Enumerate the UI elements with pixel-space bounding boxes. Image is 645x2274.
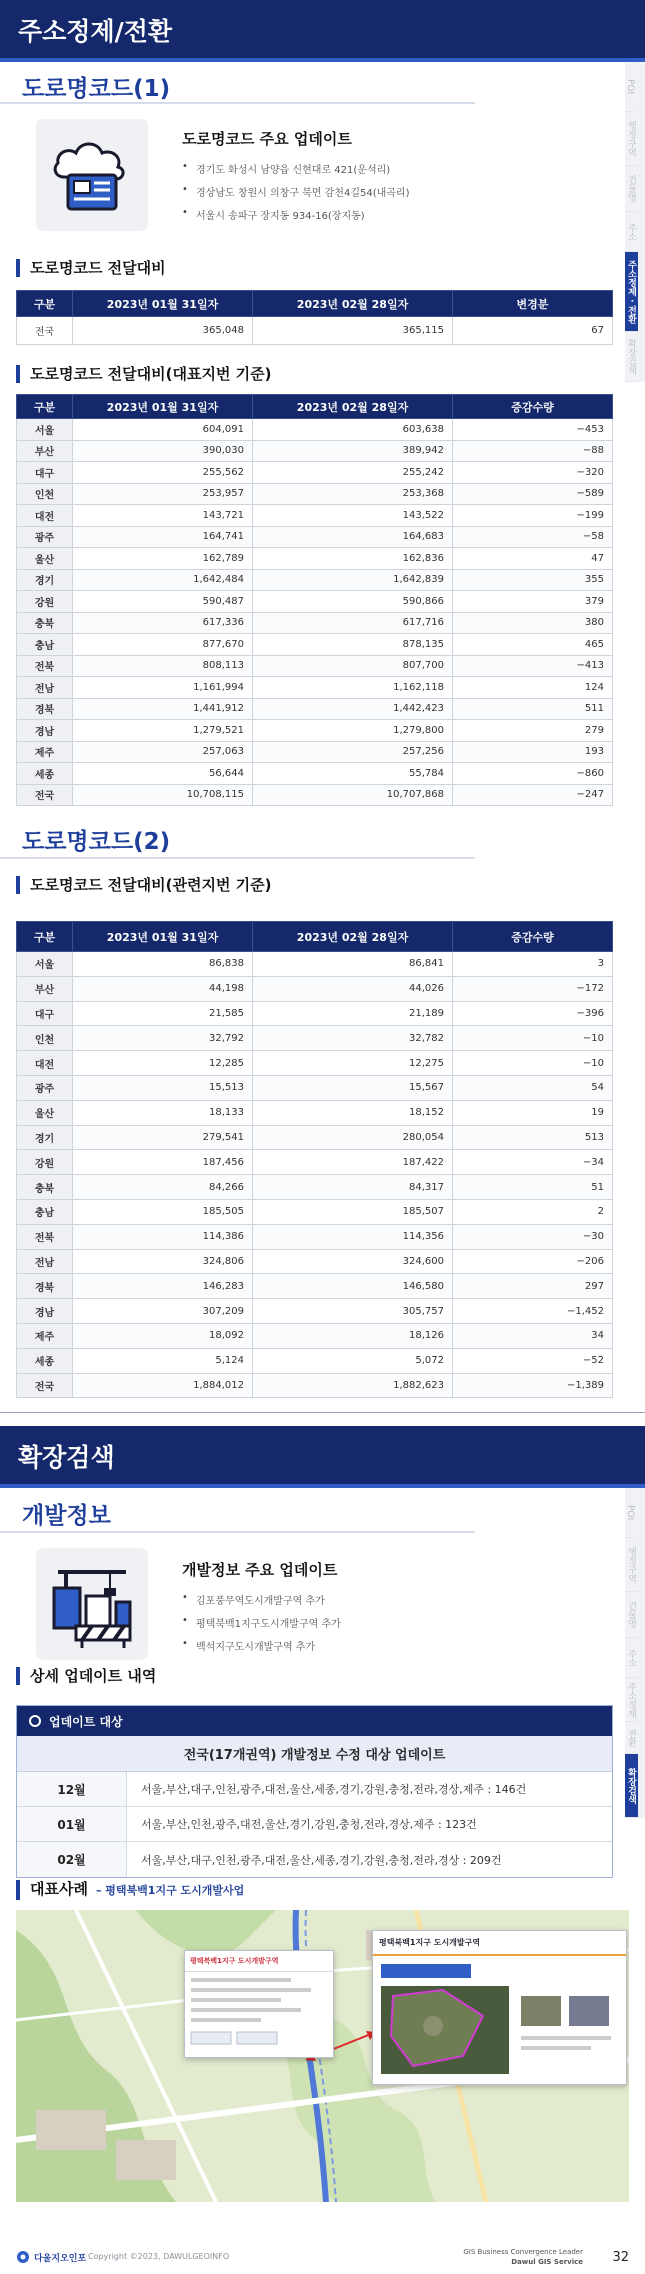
table3-body	[17, 952, 613, 1398]
value-cell: 355	[453, 569, 613, 591]
value-cell: 590,487	[73, 591, 253, 613]
value-cell: 47	[453, 548, 613, 570]
value-cell: 185,505	[73, 1199, 253, 1224]
table2	[16, 394, 613, 806]
value-cell: −453	[453, 419, 613, 441]
value-cell: 280,054	[253, 1125, 453, 1150]
right-nav-building-name[interactable]: 건물명	[625, 166, 638, 212]
value-cell: 2	[453, 1199, 613, 1224]
cloud-document-icon	[36, 119, 148, 231]
chapter-banner-2	[0, 1426, 645, 1484]
table-row	[17, 1772, 612, 1807]
page-divider	[0, 1412, 645, 1413]
value-cell: 34	[453, 1323, 613, 1348]
table-row	[17, 1075, 613, 1100]
value-cell: 51	[453, 1175, 613, 1200]
value-cell: 1,279,521	[73, 720, 253, 742]
region-cell: 강원	[17, 1150, 73, 1175]
table3	[16, 921, 613, 1398]
table-row	[17, 741, 613, 763]
company-logo-icon	[16, 2250, 30, 2264]
value-cell: 84,266	[73, 1175, 253, 1200]
table-row	[17, 952, 613, 977]
table-row	[17, 569, 613, 591]
chapter-title-2: 확장검색	[18, 1443, 115, 1472]
value-cell: 1,441,912	[73, 698, 253, 720]
value-cell: 서울,부산,대구,인천,광주,대전,울산,세종,경기,강원,충청,전라,경상 : 209건	[141, 1853, 502, 1867]
table-row	[17, 462, 613, 484]
region-cell: 경남	[17, 1299, 73, 1324]
table-row	[17, 976, 613, 1001]
value-cell: 32,782	[253, 1026, 453, 1051]
section-title-dev-info: 개발정보	[22, 1503, 111, 1529]
table-row	[17, 1807, 612, 1842]
right-nav-admin-area[interactable]: 행정구역	[625, 112, 638, 166]
value-cell: 1,642,839	[253, 569, 453, 591]
table-header: 2023년 02월 28일자	[253, 922, 453, 952]
value-cell: 164,683	[253, 526, 453, 548]
circle-icon	[29, 1715, 41, 1727]
value-cell: 146,283	[73, 1274, 253, 1299]
region-cell: 대구	[17, 462, 73, 484]
region-cell: 서울	[17, 419, 73, 441]
region-cell: 대전	[17, 1051, 73, 1076]
road-code-update-list	[182, 161, 409, 230]
table-row	[17, 1323, 613, 1348]
value-cell: 10,707,868	[253, 784, 453, 806]
region-cell: 전남	[17, 677, 73, 699]
value-cell: 32,792	[73, 1026, 253, 1051]
list-item: • 김포풍무역도시개발구역 추가	[182, 1592, 341, 1615]
value-cell: 187,422	[253, 1150, 453, 1175]
table-row	[17, 1125, 613, 1150]
table-row	[17, 1026, 613, 1051]
table-header: 2023년 01월 31일자	[73, 395, 253, 419]
region-cell: 전국	[17, 784, 73, 806]
dev-info-update-title: 개발정보 주요 업데이트	[182, 1561, 338, 1579]
value-cell: 18,152	[253, 1100, 453, 1125]
table-row	[17, 1842, 612, 1877]
table-row	[17, 612, 613, 634]
value-cell: 114,386	[73, 1224, 253, 1249]
region-cell: 부산	[17, 440, 73, 462]
value-cell: 15,513	[73, 1075, 253, 1100]
value-cell: 877,670	[73, 634, 253, 656]
table-row	[17, 1051, 613, 1076]
month-cell: 12월	[17, 1772, 127, 1806]
list-item: • 백석지구도시개발구역 추가	[182, 1638, 341, 1661]
right-nav-address[interactable]: 주소	[625, 1638, 638, 1678]
map-popup-detail	[372, 1930, 627, 2085]
value-cell: −247	[453, 784, 613, 806]
table-row	[17, 1348, 613, 1373]
table-header: 변경분	[453, 291, 613, 317]
value-cell: 3	[453, 952, 613, 977]
value-cell: −860	[453, 763, 613, 785]
value-cell: 55,784	[253, 763, 453, 785]
popup-title: 평택북백1지구 도시개발구역	[373, 1931, 626, 1956]
table-row	[17, 1175, 613, 1200]
table-row	[17, 1150, 613, 1175]
list-item: • 경기도 화성시 남양읍 신현대로 421(운석리)	[182, 161, 409, 184]
value-cell: −10	[453, 1026, 613, 1051]
right-nav	[625, 62, 645, 382]
value-cell: 379	[453, 591, 613, 613]
value-cell: 185,507	[253, 1199, 453, 1224]
table-row	[17, 1224, 613, 1249]
value-cell: 18,133	[73, 1100, 253, 1125]
update-target-label: 업데이트 대상	[49, 1714, 123, 1729]
region-cell: 세종	[17, 763, 73, 785]
road-code-update-title: 도로명코드 주요 업데이트	[182, 130, 352, 148]
table-row	[17, 720, 613, 742]
value-cell: 255,242	[253, 462, 453, 484]
value-cell: 187,456	[73, 1150, 253, 1175]
value-cell: 307,209	[73, 1299, 253, 1324]
region-cell: 경남	[17, 720, 73, 742]
table-row	[17, 505, 613, 527]
value-cell: 389,942	[253, 440, 453, 462]
value-cell: −199	[453, 505, 613, 527]
region-cell: 광주	[17, 526, 73, 548]
value-cell: 12,275	[253, 1051, 453, 1076]
table-row	[17, 1373, 613, 1398]
value-cell: 1,279,800	[253, 720, 453, 742]
value-cell: 12,285	[73, 1051, 253, 1076]
table-row	[17, 655, 613, 677]
value-cell: 305,757	[253, 1299, 453, 1324]
list-item: • 평택북백1지구도시개발구역 추가	[182, 1615, 341, 1638]
right-nav-poi[interactable]: POI	[625, 62, 635, 112]
table-row	[17, 591, 613, 613]
dev-info-icon-box	[36, 1548, 148, 1660]
table-row	[17, 677, 613, 699]
table-row	[17, 698, 613, 720]
value-cell: 162,789	[73, 548, 253, 570]
value-cell: 590,866	[253, 591, 453, 613]
right-nav-building-name[interactable]: 건물명	[625, 1592, 638, 1638]
region-cell: 전북	[17, 1224, 73, 1249]
table-header: 2023년 01월 31일자	[73, 922, 253, 952]
right-nav-admin-area[interactable]: 행정구역	[625, 1538, 638, 1592]
value-cell: 465	[453, 634, 613, 656]
page-number: 32	[612, 2250, 629, 2265]
right-nav-extended-search[interactable]: 확장검색	[625, 332, 638, 382]
tagline-line1: GIS Business Convergence Leader	[463, 2248, 583, 2256]
value-cell: −88	[453, 440, 613, 462]
table-row	[17, 1249, 613, 1274]
month-cell: 01월	[17, 1807, 127, 1841]
update-target-header	[17, 1706, 612, 1736]
value-cell: −58	[453, 526, 613, 548]
representative-case-title	[16, 1880, 244, 1900]
value-cell: 808,113	[73, 655, 253, 677]
section-underline	[0, 102, 475, 104]
construction-crane-icon	[36, 1548, 148, 1660]
value-cell: 21,189	[253, 1001, 453, 1026]
region-cell: 인천	[17, 1026, 73, 1051]
section-title-road-code-2: 도로명코드(2)	[22, 829, 171, 855]
value-cell: −589	[453, 483, 613, 505]
table-row	[17, 1199, 613, 1224]
detail-title: 상세 업데이트 내역	[16, 1667, 156, 1685]
table-header: 구분	[17, 291, 73, 317]
table-row	[17, 634, 613, 656]
value-cell: 1,642,484	[73, 569, 253, 591]
value-cell: 56,644	[73, 763, 253, 785]
value-cell: 279,541	[73, 1125, 253, 1150]
value-cell: −172	[453, 976, 613, 1001]
right-nav-extended-search[interactable]: 확장검색	[625, 1754, 638, 1818]
right-nav-address[interactable]: 주소	[625, 212, 638, 252]
dev-info-update-list	[182, 1592, 341, 1661]
value-cell: −320	[453, 462, 613, 484]
region-cell: 강원	[17, 591, 73, 613]
region-cell: 광주	[17, 1075, 73, 1100]
region-cell: 경북	[17, 1274, 73, 1299]
value-cell: 서울,부산,인천,광주,대전,울산,경기,강원,충청,전라,경상,제주 : 123건	[141, 1818, 477, 1831]
update-target-panel	[16, 1705, 613, 1878]
page-footer	[0, 2242, 645, 2274]
value-cell: −34	[453, 1150, 613, 1175]
value-cell: −52	[453, 1348, 613, 1373]
value-cell: 5,124	[73, 1348, 253, 1373]
table3-title: 도로명코드 전달대비(관련지번 기준)	[16, 876, 272, 894]
value-cell: 146,580	[253, 1274, 453, 1299]
right-nav-address-refine[interactable]: 주소정제 · 전환	[625, 252, 638, 332]
value-cell: 617,716	[253, 612, 453, 634]
region-cell: 제주	[17, 1323, 73, 1348]
value-cell: 193	[453, 741, 613, 763]
table-row	[17, 440, 613, 462]
value-cell: 5,072	[253, 1348, 453, 1373]
copyright: Copyright ©2023, DAWULGEOINFO	[88, 2252, 230, 2261]
value-cell: 124	[453, 677, 613, 699]
value-cell: 253,368	[253, 483, 453, 505]
rep-title-text: 대표사례	[30, 1880, 88, 1898]
section-title-road-code-1: 도로명코드(1)	[22, 76, 171, 102]
table-row: 전국 365,048 365,115 67	[17, 317, 613, 345]
table-row	[17, 419, 613, 441]
table-header: 2023년 02월 28일자	[253, 291, 453, 317]
value-cell: 86,838	[73, 952, 253, 977]
value-cell: 324,600	[253, 1249, 453, 1274]
value-cell: 1,162,118	[253, 677, 453, 699]
map-popup-info	[184, 1950, 334, 2058]
value-cell: 10,708,115	[73, 784, 253, 806]
value-cell: 114,356	[253, 1224, 453, 1249]
value-cell: 1,161,994	[73, 677, 253, 699]
value-cell: 617,336	[73, 612, 253, 634]
tagline-line2: Dawul GIS Service	[511, 2258, 583, 2266]
value-cell: 44,198	[73, 976, 253, 1001]
region-cell: 충북	[17, 1175, 73, 1200]
region-cell: 서울	[17, 952, 73, 977]
value-cell: 21,585	[73, 1001, 253, 1026]
value-cell: 380	[453, 612, 613, 634]
value-cell: 511	[453, 698, 613, 720]
value-cell: 513	[453, 1125, 613, 1150]
value-cell: −1,452	[453, 1299, 613, 1324]
value-cell: 84,317	[253, 1175, 453, 1200]
popup-title: 평택북백1지구 도시개발구역	[185, 1951, 333, 1972]
value-cell: 162,836	[253, 548, 453, 570]
map-image	[16, 1910, 629, 2202]
footer-tagline	[463, 2247, 583, 2267]
value-cell: 143,522	[253, 505, 453, 527]
table-header: 증감수량	[453, 395, 613, 419]
region-cell: 전남	[17, 1249, 73, 1274]
value-cell: −396	[453, 1001, 613, 1026]
chapter-banner-line-2	[0, 1484, 645, 1488]
value-cell: 253,957	[73, 483, 253, 505]
value-cell: −1,389	[453, 1373, 613, 1398]
value-cell: −206	[453, 1249, 613, 1274]
table-header: 증감수량	[453, 922, 613, 952]
table2-title: 도로명코드 전달대비(대표지번 기준)	[16, 365, 272, 383]
value-cell: 15,567	[253, 1075, 453, 1100]
table1-title: 도로명코드 전달대비	[16, 259, 166, 277]
table-header: 구분	[17, 922, 73, 952]
right-nav-address-refine[interactable]: 주소정제	[625, 1678, 638, 1722]
region-cell: 경북	[17, 698, 73, 720]
table-row	[17, 1274, 613, 1299]
region-cell: 대구	[17, 1001, 73, 1026]
value-cell: 1,882,623	[253, 1373, 453, 1398]
table-row	[17, 1100, 613, 1125]
list-item: • 경상남도 창원시 의창구 북면 감천4길54(내곡리)	[182, 184, 409, 207]
value-cell: 18,092	[73, 1323, 253, 1348]
region-cell: 충북	[17, 612, 73, 634]
region-cell: 전국	[17, 1373, 73, 1398]
chapter-banner-line	[0, 58, 645, 62]
company-logo-text: 다울지오인포	[34, 2254, 87, 2264]
section-underline	[0, 1531, 475, 1533]
region-cell: 인천	[17, 483, 73, 505]
table-row	[17, 548, 613, 570]
table-row	[17, 1299, 613, 1324]
chapter-banner	[0, 0, 645, 58]
value-cell: 서울,부산,대구,인천,광주,대전,울산,세종,경기,강원,충청,전라,경상,제주 : 146건	[141, 1783, 527, 1796]
table2-body	[17, 419, 613, 806]
popup-aerial-photo	[373, 1956, 626, 2081]
value-cell: 255,562	[73, 462, 253, 484]
value-cell: 279	[453, 720, 613, 742]
table-row	[17, 483, 613, 505]
value-cell: 164,741	[73, 526, 253, 548]
right-nav-2	[625, 1488, 645, 1818]
region-cell: 전북	[17, 655, 73, 677]
region-cell: 경기	[17, 1125, 73, 1150]
value-cell: 19	[453, 1100, 613, 1125]
value-cell: 143,721	[73, 505, 253, 527]
table-row	[17, 526, 613, 548]
value-cell: 18,126	[253, 1323, 453, 1348]
update-target-subtitle: 전국(17개권역) 개발정보 수정 대상 업데이트	[17, 1736, 612, 1772]
table1	[16, 290, 613, 345]
value-cell: 54	[453, 1075, 613, 1100]
value-cell: 86,841	[253, 952, 453, 977]
value-cell: 1,884,012	[73, 1373, 253, 1398]
region-cell: 세종	[17, 1348, 73, 1373]
right-nav-conversion[interactable]: 전환	[625, 1722, 638, 1754]
value-cell: −30	[453, 1224, 613, 1249]
value-cell: −10	[453, 1051, 613, 1076]
value-cell: 257,063	[73, 741, 253, 763]
month-cell: 02월	[17, 1842, 127, 1877]
value-cell: 390,030	[73, 440, 253, 462]
value-cell: 807,700	[253, 655, 453, 677]
value-cell: 603,638	[253, 419, 453, 441]
value-cell: 297	[453, 1274, 613, 1299]
value-cell: 878,135	[253, 634, 453, 656]
region-cell: 대전	[17, 505, 73, 527]
table-header: 2023년 01월 31일자	[73, 291, 253, 317]
region-cell: 울산	[17, 548, 73, 570]
list-item: • 서울시 송파구 장지동 934-16(장지동)	[182, 207, 409, 230]
value-cell: 324,806	[73, 1249, 253, 1274]
region-cell: 경기	[17, 569, 73, 591]
road-code-icon-box	[36, 119, 148, 231]
section-underline	[0, 857, 475, 859]
region-cell: 충남	[17, 1199, 73, 1224]
popup-text-lines	[185, 1972, 333, 2052]
value-cell: 604,091	[73, 419, 253, 441]
value-cell: −413	[453, 655, 613, 677]
value-cell: 44,026	[253, 976, 453, 1001]
value-cell: 1,442,423	[253, 698, 453, 720]
table-row	[17, 763, 613, 785]
table-row	[17, 1001, 613, 1026]
table-row	[17, 784, 613, 806]
chapter-title: 주소정제/전환	[18, 17, 173, 46]
table-header: 구분	[17, 395, 73, 419]
region-cell: 울산	[17, 1100, 73, 1125]
rep-subtitle: – 평택북백1지구 도시개발사업	[95, 1884, 245, 1897]
region-cell: 충남	[17, 634, 73, 656]
region-cell: 제주	[17, 741, 73, 763]
right-nav-poi[interactable]: POI	[625, 1488, 635, 1538]
value-cell: 257,256	[253, 741, 453, 763]
table-header: 2023년 02월 28일자	[253, 395, 453, 419]
region-cell: 부산	[17, 976, 73, 1001]
